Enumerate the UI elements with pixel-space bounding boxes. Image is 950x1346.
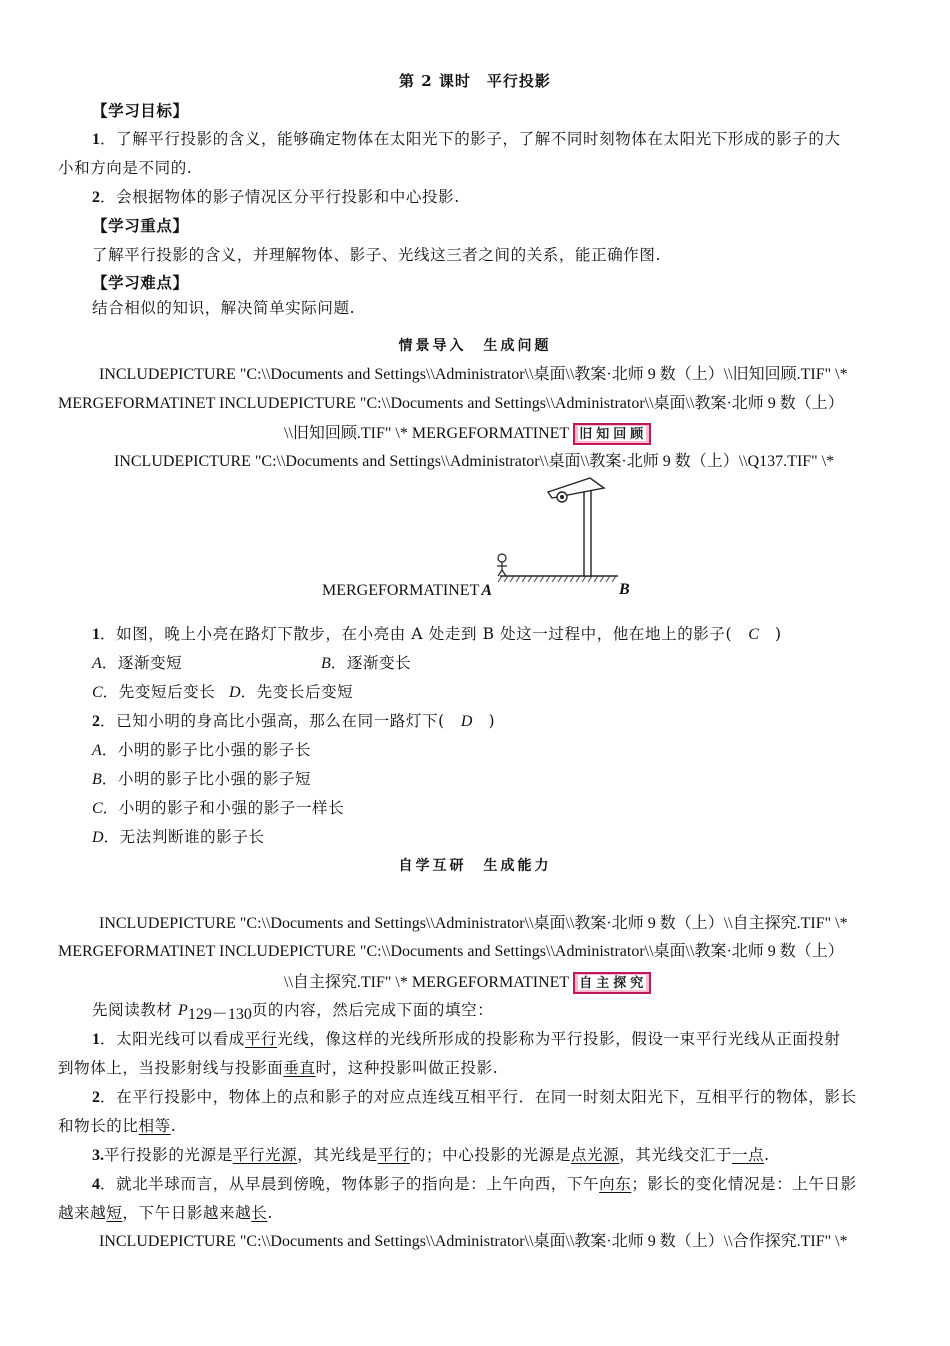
difficulty-heading: 【学习难点】 bbox=[92, 273, 189, 292]
key-text: 了解平行投影的含义，并理解物体、影子、光线这三者之间的关系，能正确作图. bbox=[92, 246, 662, 264]
fill-1-line-2: 到物体上，当投影射线与投影面垂直时，这种投影叫做正投影. bbox=[58, 1059, 499, 1077]
option-a: A．逐渐变短 bbox=[92, 654, 183, 672]
blank-answer: 平行光源 bbox=[232, 1146, 298, 1164]
blank-answer: 点光源 bbox=[570, 1146, 620, 1164]
point-a-label: A bbox=[481, 582, 493, 599]
goal-2: 2．会根据物体的影子情况区分平行投影和中心投影. bbox=[92, 188, 460, 206]
field-code-line: \\旧知回顾.TIF" \* MERGEFORMATINET 旧 知 回 顾 bbox=[284, 423, 651, 445]
field-code-line: INCLUDEPICTURE "C:\\Documents and Settings\\Administrator\\桌面\\教案·北师 9 数（上）\\自主探究.TIF" \* bbox=[99, 915, 848, 932]
question-1: 1．如图，晚上小亮在路灯下散步，在小亮由 A 处走到 B 处这一过程中，他在地上的影子( C ) bbox=[92, 625, 782, 643]
field-code-line: INCLUDEPICTURE "C:\\Documents and Settings\\Administrator\\桌面\\教案·北师 9 数（上）\\Q137.TIF" \* bbox=[114, 453, 835, 470]
field-code-line: MERGEFORMATINET INCLUDEPICTURE "C:\\Documents and Settings\\Administrator\\桌面\\教案·北师 9 数（上） bbox=[58, 943, 844, 960]
field-code-line: MERGEFORMATINET INCLUDEPICTURE "C:\\Documents and Settings\\Administrator\\桌面\\教案·北师 9 数（上） bbox=[58, 395, 844, 412]
option-c: C．小明的影子和小强的影子一样长 bbox=[92, 799, 345, 817]
reading-intro: 先阅读教材 $P_{129-130}$页的内容，然后完成下面的填空： bbox=[92, 1001, 494, 1024]
point-b-label: B bbox=[619, 581, 630, 598]
goal-1-line-1: 1．了解平行投影的含义，能够确定物体在太阳光下的影子，了解不同时刻物体在太阳光下形成的影子的大 bbox=[92, 130, 841, 148]
blank-answer: 平行 bbox=[377, 1146, 410, 1164]
blank-answer: 短 bbox=[106, 1204, 123, 1222]
field-code-line: \\自主探究.TIF" \* MERGEFORMATINET 自 主 探 究 bbox=[284, 972, 651, 994]
review-badge: 旧 知 回 顾 bbox=[573, 423, 651, 445]
blank-answer: 一点 bbox=[731, 1146, 765, 1164]
fill-3: 3.平行投影的光源是平行光源，其光线是平行的；中心投影的光源是点光源，其光线交汇于一点. bbox=[92, 1146, 770, 1164]
option-a: A．小明的影子比小强的影子长 bbox=[92, 741, 312, 759]
explore-badge: 自 主 探 究 bbox=[573, 972, 651, 994]
fill-4-line-2: 越来越短，下午日影越来越长. bbox=[58, 1204, 273, 1222]
section-1-heading: 情景导入 生成问题 bbox=[398, 338, 552, 354]
field-code-line: INCLUDEPICTURE "C:\\Documents and Settings\\Administrator\\桌面\\教案·北师 9 数（上）\\合作探究.TIF" \* bbox=[99, 1233, 848, 1250]
option-b: B．小明的影子比小强的影子短 bbox=[92, 770, 312, 788]
blank-answer: 向东 bbox=[599, 1175, 632, 1193]
lesson-title: 第 2 课时 平行投影 bbox=[399, 72, 551, 90]
answer-2: D bbox=[460, 713, 473, 730]
question-2: 2．已知小明的身高比小强高，那么在同一路灯下( D ) bbox=[92, 712, 496, 730]
section-2-heading: 自学互研 生成能力 bbox=[398, 858, 552, 874]
fill-2-line-1: 2．在平行投影中，物体上的点和影子的对应点连线互相平行．在同一时刻太阳光下，互相平行的物体，影长 bbox=[92, 1088, 857, 1106]
goals-heading: 【学习目标】 bbox=[92, 101, 189, 120]
fill-4-line-1: 4．就北半球而言，从早晨到傍晚，物体影子的指向是：上午向西，下午向东；影长的变化情况是：上午日影 bbox=[92, 1175, 857, 1193]
option-d: D．无法判断谁的影子长 bbox=[92, 828, 265, 846]
option-b: B．逐渐变长 bbox=[321, 654, 412, 672]
blank-answer: 相等 bbox=[138, 1117, 171, 1135]
key-heading: 【学习重点】 bbox=[92, 216, 189, 235]
blank-answer: 长 bbox=[251, 1204, 268, 1222]
field-code-line: INCLUDEPICTURE "C:\\Documents and Settings\\Administrator\\桌面\\教案·北师 9 数（上）\\旧知回顾.TIF" \* bbox=[99, 366, 848, 383]
field-code-line: MERGEFORMATINET A bbox=[322, 582, 493, 599]
blank-answer: 垂直 bbox=[283, 1059, 316, 1077]
fill-1-line-1: 1．太阳光线可以看成平行光线，像这样的光线所形成的投影称为平行投影，假设一束平行光线从正面投射 bbox=[92, 1030, 841, 1048]
option-c: C．先变短后变长 bbox=[92, 683, 216, 701]
blank-answer: 平行 bbox=[244, 1030, 278, 1048]
goal-1-line-2: 小和方向是不同的. bbox=[58, 159, 193, 177]
answer-1: C bbox=[748, 626, 759, 643]
option-d: D．先变长后变短 bbox=[229, 683, 354, 701]
fill-2-line-2: 和物长的比相等. bbox=[58, 1117, 177, 1135]
difficulty-text: 结合相似的知识，解决简单实际问题. bbox=[92, 299, 356, 317]
street-lamp-figure bbox=[490, 474, 640, 600]
